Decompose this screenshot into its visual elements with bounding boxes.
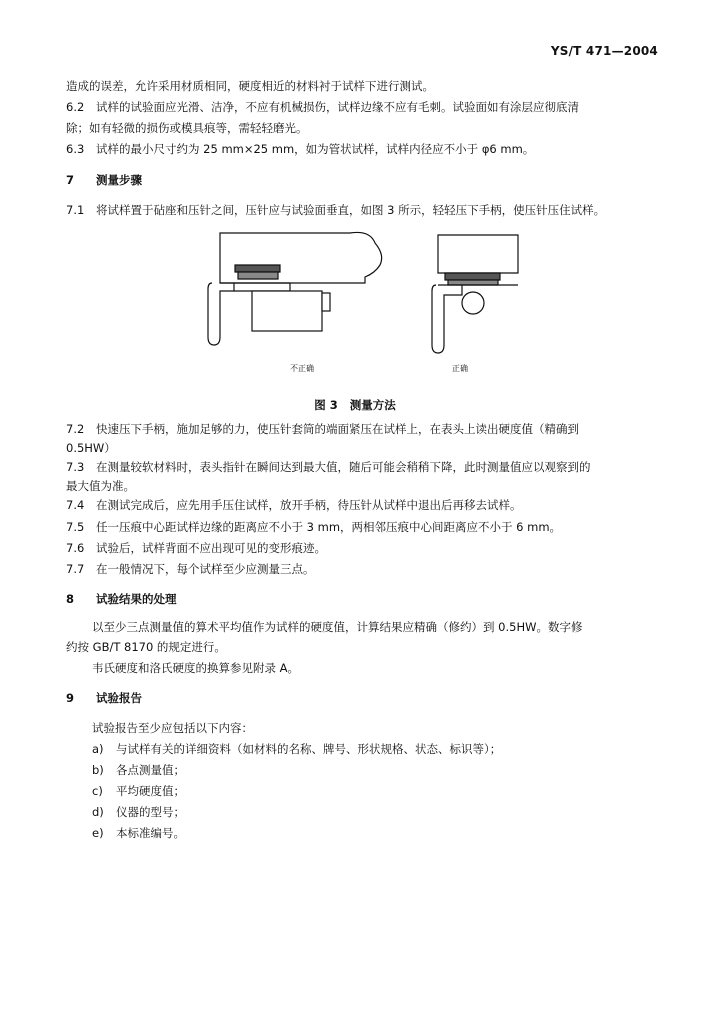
section-number: 9: [66, 691, 75, 705]
item-text: 仪器的型号；: [116, 805, 185, 819]
clause-text: 试验后，试样背面不应出现可见的变形痕迹。: [96, 541, 326, 555]
section-8-paragraph-line-1: 以至少三点测量值的算术平均值作为试样的硬度值，计算结果应精确（修约）到 0.5HW。数字修: [92, 620, 583, 634]
report-item: [92, 762, 185, 778]
clause-7-1: [66, 202, 658, 218]
figure-title: 测量方法: [349, 398, 396, 412]
section-title: 试验报告: [96, 691, 142, 705]
section-8-paragraph-line-2: 约按 GB/T 8170 的规定进行。: [66, 640, 226, 654]
clause-text: 快速压下手柄，施加足够的力，使压针套筒的端面紧压在试样上，在表头上读出硬度值（精确到: [96, 422, 579, 436]
clause-text: 试样的试验面应光滑、洁净，不应有机械损伤，试样边缘不应有毛刺。试验面如有涂层应彻底清: [96, 100, 579, 114]
section-9-intro: 试验报告至少应包括以下内容：: [92, 721, 253, 735]
section-number: 8: [66, 592, 75, 606]
item-letter: d): [92, 805, 104, 819]
item-text: 与试样有关的详细资料（如材料的名称、牌号、形状规格、状态、标识等）；: [116, 742, 502, 756]
item-letter: e): [92, 826, 104, 840]
clause-7-6: [66, 540, 658, 556]
clause-number: 6.2: [66, 100, 85, 114]
report-item: [92, 741, 501, 757]
clause-7-4: [66, 497, 658, 513]
clause-7-3-line-1: [66, 459, 658, 475]
clause-text: 在测试完成后，应先用手压住试样，放开手柄，待压针从试样中退出后再移去试样。: [96, 498, 522, 512]
clause-number: 7.1: [66, 203, 85, 217]
clause-7-2-line-2: 0.5HW）: [66, 441, 116, 455]
section-title: 试验结果的处理: [96, 592, 177, 606]
standard-code: YS/T 471—2004: [550, 44, 658, 58]
item-letter: b): [92, 763, 104, 777]
figure-caption: [0, 397, 710, 413]
clause-6-2-line-2: 除；如有轻微的损伤或模具痕等，需轻轻磨光。: [66, 121, 308, 135]
section-8-annex-note: 韦氏硬度和洛氏硬度的换算参见附录 A。: [92, 661, 300, 675]
figure-incorrect-setup: [208, 232, 382, 345]
clause-6-2-line-1: [66, 99, 658, 115]
item-letter: c): [92, 784, 103, 798]
figure-label-incorrect: 不正确: [290, 364, 314, 373]
section-9-heading: [66, 690, 658, 706]
clause-text: 试样的最小尺寸约为 25 mm×25 mm，如为管状试样，试样内径应不小于 φ6 mm。: [96, 142, 535, 156]
section-title: 测量步骤: [96, 173, 142, 187]
clause-number: 7.4: [66, 498, 85, 512]
clause-text: 在测量较软材料时，表头指针在瞬间达到最大值，随后可能会稍稍下降，此时测量值应以观察到的: [96, 460, 591, 474]
figure-number: 图 3: [314, 398, 338, 412]
report-item: [92, 825, 185, 841]
clause-7-3-line-2: 最大值为准。: [66, 479, 135, 493]
clause-7-5: [66, 519, 658, 535]
clause-7-2-line-1: [66, 421, 658, 437]
clause-number: 7.3: [66, 460, 85, 474]
section-8-heading: [66, 591, 658, 607]
figure-3-measurement-method: [200, 225, 530, 375]
clause-number: 7.7: [66, 562, 85, 576]
clause-text: 在一般情况下，每个试样至少应测量三点。: [96, 562, 315, 576]
figure-correct-setup: [432, 235, 518, 353]
clause-text: 将试样置于砧座和压针之间，压针应与试验面垂直，如图 3 所示，轻轻压下手柄，使压针压住试样。: [96, 203, 606, 217]
section-number: 7: [66, 173, 75, 187]
paragraph-continuation: 造成的误差，允许采用材质相同，硬度相近的材料衬于试样下进行测试。: [66, 79, 434, 93]
clause-text: 任一压痕中心距试样边缘的距离应不小于 3 mm，两相邻压痕中心间距离应不小于 6 mm。: [96, 520, 562, 534]
item-text: 平均硬度值；: [116, 784, 185, 798]
clause-number: 7.2: [66, 422, 85, 436]
report-item: [92, 804, 185, 820]
clause-number: 7.5: [66, 520, 85, 534]
clause-6-3: [66, 141, 658, 157]
clause-number: 6.3: [66, 142, 85, 156]
clause-7-7: [66, 561, 658, 577]
item-text: 本标准编号。: [116, 826, 185, 840]
item-letter: a): [92, 742, 104, 756]
section-7-heading: [66, 172, 658, 188]
item-text: 各点测量值；: [116, 763, 185, 777]
clause-number: 7.6: [66, 541, 85, 555]
figure-label-correct: 正确: [452, 364, 468, 373]
report-item: [92, 783, 185, 799]
